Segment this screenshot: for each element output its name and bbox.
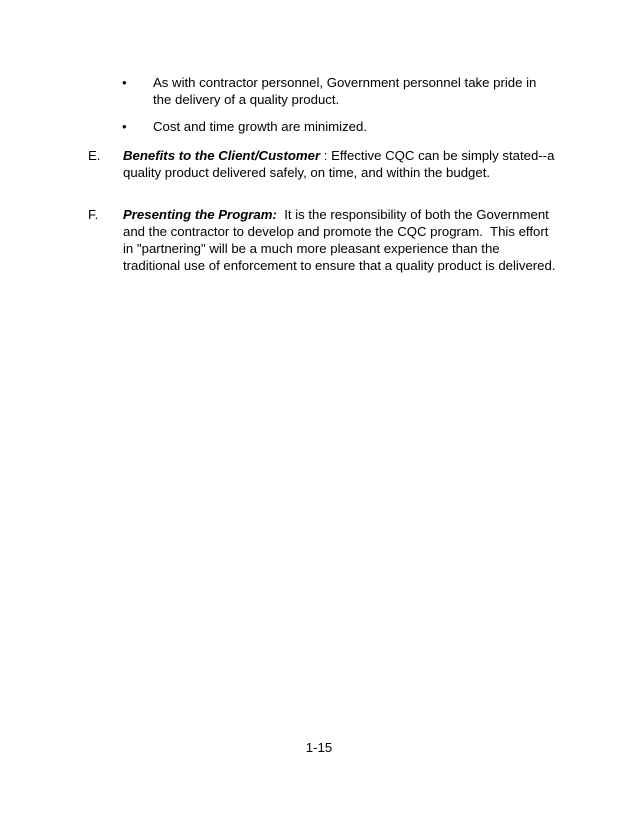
- section-paragraph: [123, 206, 558, 274]
- section-letter: F.: [88, 207, 99, 222]
- section-heading: Presenting the Program:: [123, 207, 277, 222]
- section-heading: Benefits to the Client/Customer: [123, 148, 321, 163]
- bullet-mark: •: [122, 75, 127, 90]
- page-number: 1-15: [305, 740, 333, 755]
- section-text: : Effective CQC can be simply stated--a quality product delivered safely, on time, and within the budget.: [123, 148, 555, 180]
- section-paragraph: [123, 147, 558, 181]
- bullet-mark: •: [122, 119, 127, 134]
- section-letter: E.: [88, 148, 101, 163]
- section-text: It is the responsibility of both the Government and the contractor to develop and promote the CQC program. This effort in "partnering" will be a much more pleasant experience than the traditional use of enforcement to ensure that a quality product is delivered.: [123, 207, 556, 273]
- bullet-text: Cost and time growth are minimized.: [153, 119, 368, 134]
- bullet-text: As with contractor personnel, Government personnel take pride in the delivery of a quality product.: [153, 75, 537, 107]
